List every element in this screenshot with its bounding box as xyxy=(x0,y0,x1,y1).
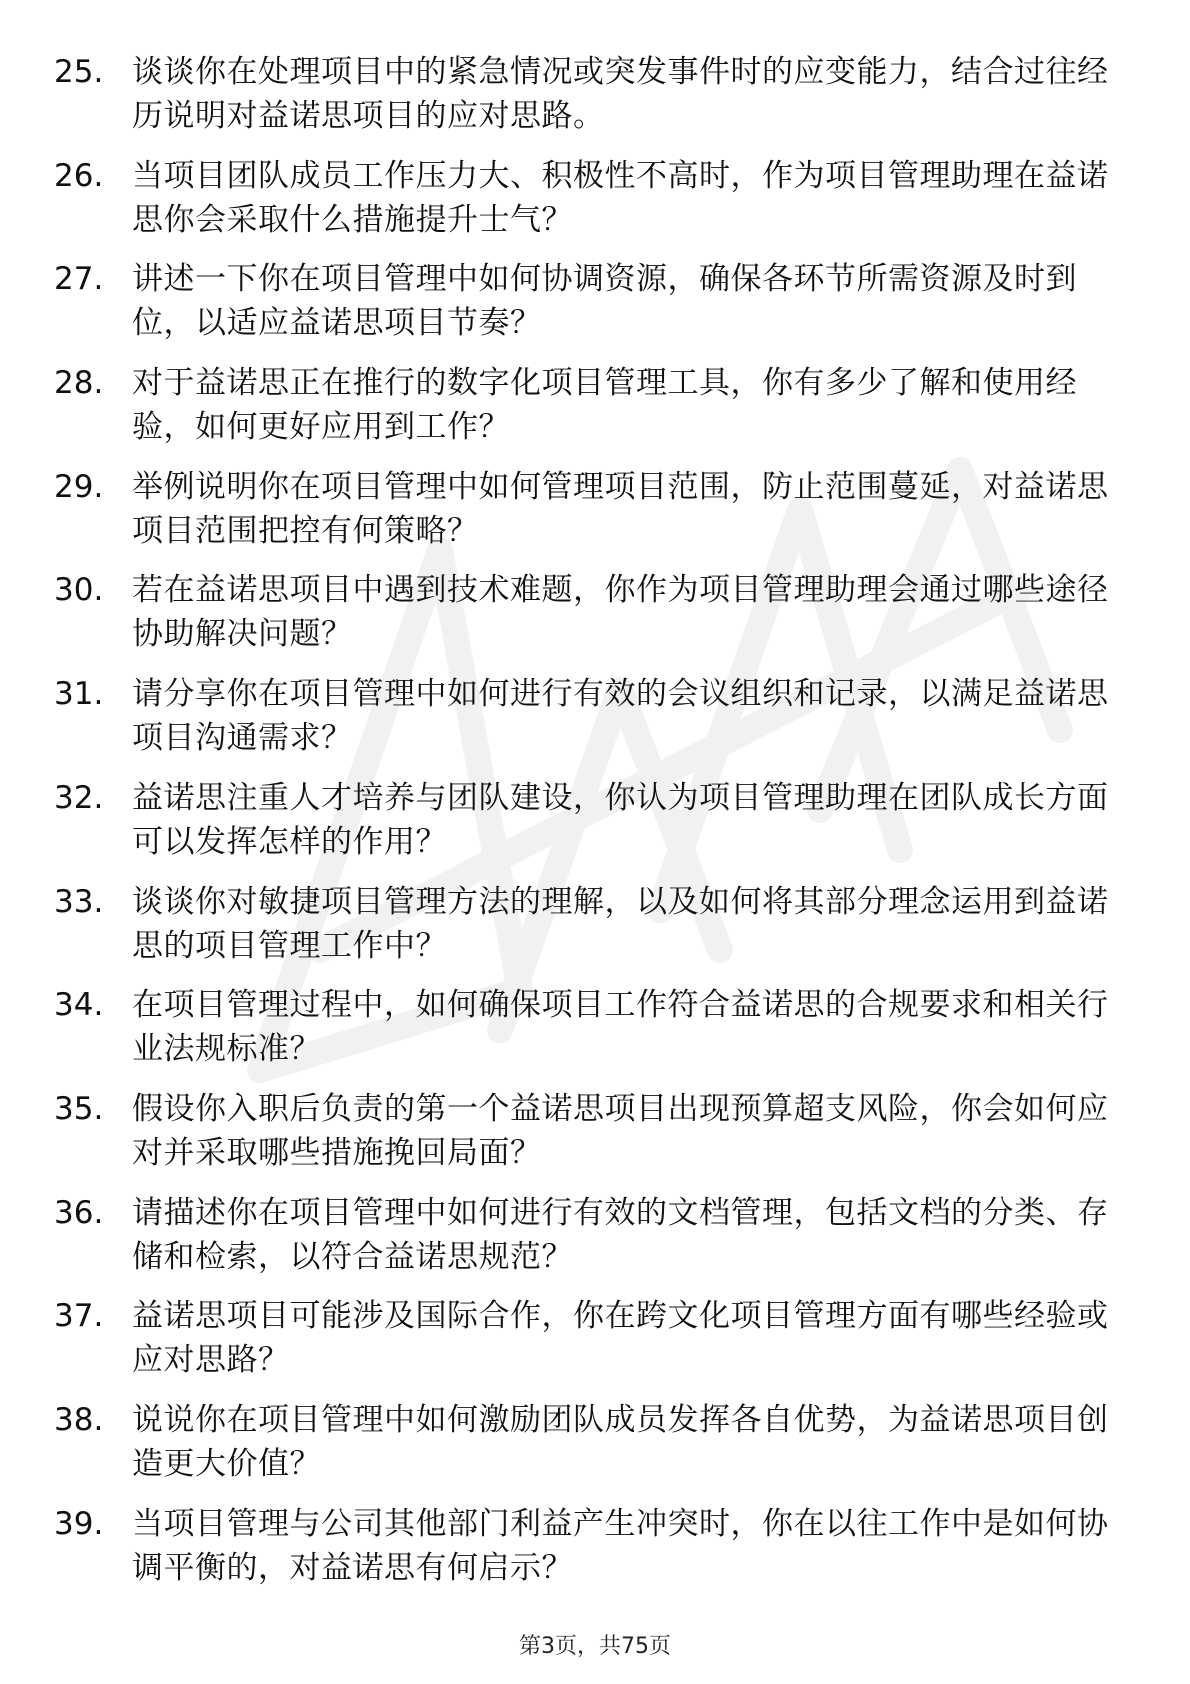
question-text: 在项目管理过程中，如何确保项目工作符合益诺思的合规要求和相关行业法规标准？ xyxy=(132,987,1109,1068)
question-list xyxy=(54,50,1114,1605)
question-text: 益诺思注重人才培养与团队建设，你认为项目管理助理在团队成长方面可以发挥怎样的作用？ xyxy=(132,779,1109,860)
question-text: 说说你在项目管理中如何激励团队成员发挥各自优势，为益诺思项目创造更大价值？ xyxy=(132,1401,1109,1482)
question-item xyxy=(54,568,1114,672)
question-text: 谈谈你在处理项目中的紧急情况或突发事件时的应变能力，结合过往经历说明对益诺思项目的应对思路。 xyxy=(132,54,1109,134)
question-item xyxy=(54,672,1114,776)
question-text: 当项目团队成员工作压力大、积极性不高时，作为项目管理助理在益诺思你会采取什么措施提升士气？ xyxy=(132,157,1109,238)
question-text: 请分享你在项目管理中如何进行有效的会议组织和记录，以满足益诺思项目沟通需求？ xyxy=(132,676,1109,757)
page-footer: 第3页，共75页 xyxy=(519,1634,671,1659)
question-number: 31. xyxy=(54,676,104,713)
question-number: 35. xyxy=(54,1090,104,1127)
question-number: 25. xyxy=(54,54,104,90)
question-number: 38. xyxy=(54,1401,104,1438)
question-item xyxy=(54,465,1114,569)
question-item xyxy=(54,1191,1114,1295)
question-item xyxy=(54,1398,1114,1502)
question-number: 26. xyxy=(54,157,104,194)
question-item xyxy=(54,1502,1114,1606)
question-number: 32. xyxy=(54,779,104,816)
question-text: 若在益诺思项目中遇到技术难题，你作为项目管理助理会通过哪些途径协助解决问题？ xyxy=(132,572,1109,653)
question-text: 举例说明你在项目管理中如何管理项目范围，防止范围蔓延，对益诺思项目范围把控有何策略？ xyxy=(132,468,1109,549)
question-item xyxy=(54,154,1114,258)
question-number: 28. xyxy=(54,365,104,402)
question-text: 当项目管理与公司其他部门利益产生冲突时，你在以往工作中是如何协调平衡的，对益诺思有何启示？ xyxy=(132,1505,1109,1586)
question-number: 33. xyxy=(54,883,104,920)
question-text: 对于益诺思正在推行的数字化项目管理工具，你有多少了解和使用经验，如何更好应用到工作？ xyxy=(132,365,1077,446)
question-item xyxy=(54,776,1114,880)
question-text: 益诺思项目可能涉及国际合作，你在跨文化项目管理方面有哪些经验或应对思路？ xyxy=(132,1298,1109,1379)
question-item xyxy=(54,257,1114,361)
question-text: 请描述你在项目管理中如何进行有效的文档管理，包括文档的分类、存储和检索，以符合益诺思规范？ xyxy=(132,1194,1109,1275)
question-number: 27. xyxy=(54,261,104,298)
question-item xyxy=(54,983,1114,1087)
question-item xyxy=(54,1087,1114,1191)
question-number: 36. xyxy=(54,1194,104,1231)
question-item xyxy=(54,880,1114,984)
question-text: 谈谈你对敏捷项目管理方法的理解，以及如何将其部分理念运用到益诺思的项目管理工作中？ xyxy=(132,883,1109,964)
question-number: 30. xyxy=(54,572,104,609)
question-number: 34. xyxy=(54,987,104,1024)
question-number: 29. xyxy=(54,468,104,505)
question-number: 37. xyxy=(54,1298,104,1335)
question-item xyxy=(54,361,1114,465)
question-item xyxy=(54,1294,1114,1398)
question-number: 39. xyxy=(54,1505,104,1542)
question-text: 假设你入职后负责的第一个益诺思项目出现预算超支风险，你会如何应对并采取哪些措施挽回局面？ xyxy=(132,1090,1109,1171)
question-text: 讲述一下你在项目管理中如何协调资源，确保各环节所需资源及时到位，以适应益诺思项目节奏？ xyxy=(132,261,1077,342)
question-item xyxy=(54,50,1114,154)
